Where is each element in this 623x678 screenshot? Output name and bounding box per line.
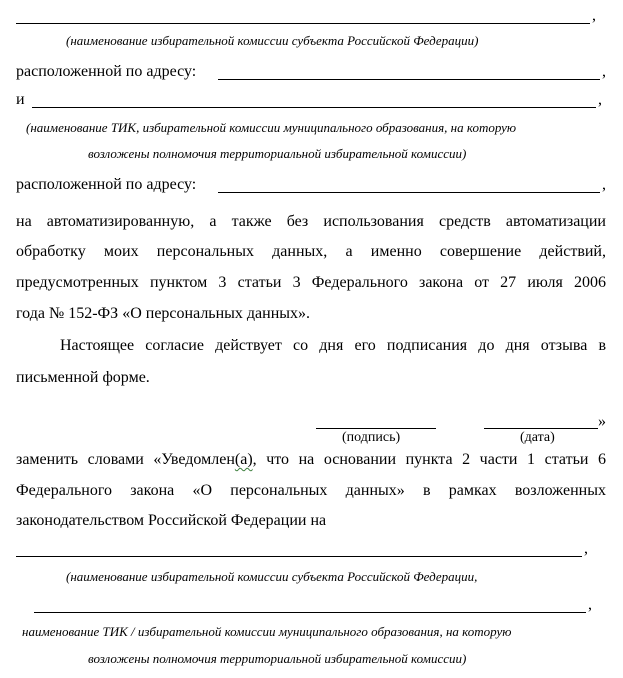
paragraph2-line2: письменной форме.: [16, 369, 150, 386]
paragraph1-line2: обработку моих персональных данных, а именно совершение действий,: [16, 243, 606, 260]
commission2-name-line[interactable]: [16, 556, 582, 557]
address-line[interactable]: [218, 79, 600, 80]
tik-caption-line1: (наименование ТИК, избирательной комиссии муниципального образования, на которую: [26, 120, 517, 135]
signature-caption: (подпись): [342, 430, 401, 445]
date-caption: (дата): [520, 430, 555, 445]
signature-line[interactable]: [316, 428, 436, 429]
and-label: и: [16, 91, 25, 108]
paragraph3-line1: [16, 450, 606, 470]
address-line-comma: ,: [602, 63, 606, 80]
commission-line-comma: ,: [592, 7, 596, 24]
date-close-quote: »: [598, 413, 606, 430]
paragraph3-line1-start: заменить словами «Уведомлен: [16, 451, 235, 468]
address2-line[interactable]: [218, 192, 600, 193]
tik2-caption-line1: наименование ТИК / избирательной комиссии муниципального образования, на которую: [22, 624, 512, 639]
paragraph3-line1-end: , что на основании пункта 2 части 1 статьи 6: [252, 451, 607, 468]
paragraph1-line3: предусмотренных пунктом 3 статьи 3 Федерального закона от 27 июля 2006: [16, 274, 606, 291]
tik2-name-line[interactable]: [34, 612, 586, 613]
commission-name-line[interactable]: [16, 23, 590, 24]
paragraph3-line2: Федерального закона «О персональных данных» в рамках возложенных: [16, 482, 606, 499]
tik-caption-line2: возложены полномочия территориальной избирательной комиссии): [88, 146, 467, 161]
address2-label: расположенной по адресу:: [16, 176, 197, 193]
tik2-line-comma: ,: [588, 596, 592, 613]
date-line[interactable]: [484, 428, 598, 429]
paragraph1-line1: на автоматизированную, а также без использования средств автоматизации: [16, 213, 606, 230]
commission2-caption: (наименование избирательной комиссии субъекта Российской Федерации,: [66, 569, 478, 584]
paragraph3-line1-suffix: (а): [234, 451, 253, 468]
address-label: расположенной по адресу:: [16, 63, 197, 80]
tik-name-line[interactable]: [32, 107, 596, 108]
address2-line-comma: ,: [602, 176, 606, 193]
paragraph2-line1: Настоящее согласие действует со дня его подписания до дня отзыва в: [60, 337, 606, 354]
tik2-caption-line2: возложены полномочия территориальной избирательной комиссии): [88, 651, 467, 666]
commission2-line-comma: ,: [584, 540, 588, 557]
paragraph1-line4: года № 152-ФЗ «О персональных данных».: [16, 305, 311, 322]
tik-line-comma: ,: [598, 91, 602, 108]
commission-caption: (наименование избирательной комиссии субъекта Российской Федерации): [66, 33, 479, 48]
paragraph3-line3: законодательством Российской Федерации на: [16, 512, 327, 529]
